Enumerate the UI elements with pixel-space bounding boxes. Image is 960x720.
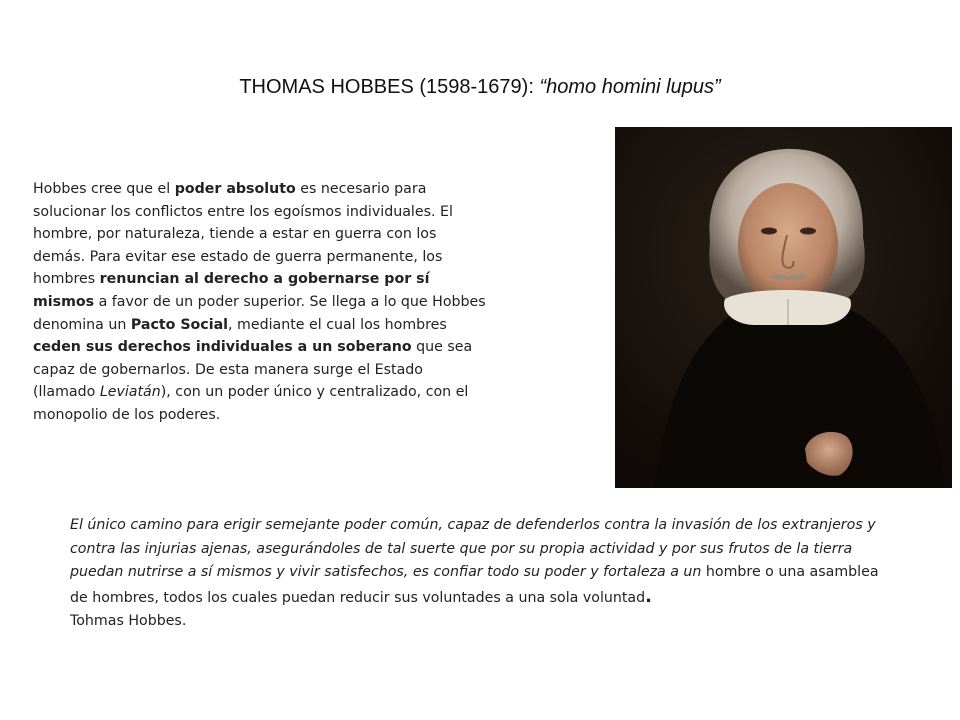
portrait-right-eye — [800, 228, 816, 235]
paragraph-italic-leviatan: Leviatán — [99, 384, 161, 401]
quote-author: Tohmas Hobbes. — [70, 613, 187, 629]
quote-text-continued: hombre o una asamblea de hombres, todos los cuales puedan reducir sus voluntades a una sola voluntad — [70, 564, 879, 606]
paragraph-bold-poder-absoluto: poder absoluto — [174, 181, 296, 197]
hobbes-portrait — [615, 127, 952, 488]
paragraph-bold-ceden-derechos: ceden sus derechos individuales a un soberano — [33, 339, 412, 356]
title-prefix: THOMAS HOBBES (1598-1679): — [239, 76, 534, 98]
portrait-left-eye — [761, 228, 777, 235]
paragraph-text: que sea capaz de gobernarlos. De esta manera surge el Estado (llamado — [33, 339, 473, 401]
hobbes-quote — [70, 514, 900, 634]
paragraph-text: a favor de un poder superior. Se llega a lo que Hobbes denomina un — [33, 293, 486, 333]
portrait-illustration — [615, 127, 952, 488]
paragraph-text: es necesario para solucionar los conflictos entre los egoísmos individuales. El hombre, por naturaleza, tiende a estar en guerra con los demás. Para evitar ese estado de guerra permanente, los hombres — [33, 181, 453, 288]
paragraph-text: ), con un poder único y centralizado, con el monopolio de los poderes. — [33, 384, 469, 423]
paragraph-text: , mediante el cual los hombres — [228, 316, 447, 333]
paragraph-bold-renuncian: renuncian al derecho a gobernarse por sí mismos — [33, 271, 430, 310]
paragraph-bold-pacto-social: Pacto Social — [130, 316, 229, 333]
portrait-face — [738, 183, 838, 307]
quote-text: El único camino para erigir semejante poder común, capaz de defenderlos contra la invasión de los extranjeros y contra las injurias ajenas, asegurándoles de tal suerte que por su propia actividad y por sus frutos de la tierra puedan nutrirse a sí mismos y vivir satisfechos, es confiar todo su poder y fortaleza a un — [70, 517, 876, 580]
slide-title — [0, 76, 960, 99]
paragraph-text: Hobbes cree que el — [33, 181, 175, 197]
title-quote: “homo homini lupus” — [539, 76, 721, 98]
quote-period: . — [645, 585, 652, 607]
body-paragraph — [33, 178, 488, 427]
